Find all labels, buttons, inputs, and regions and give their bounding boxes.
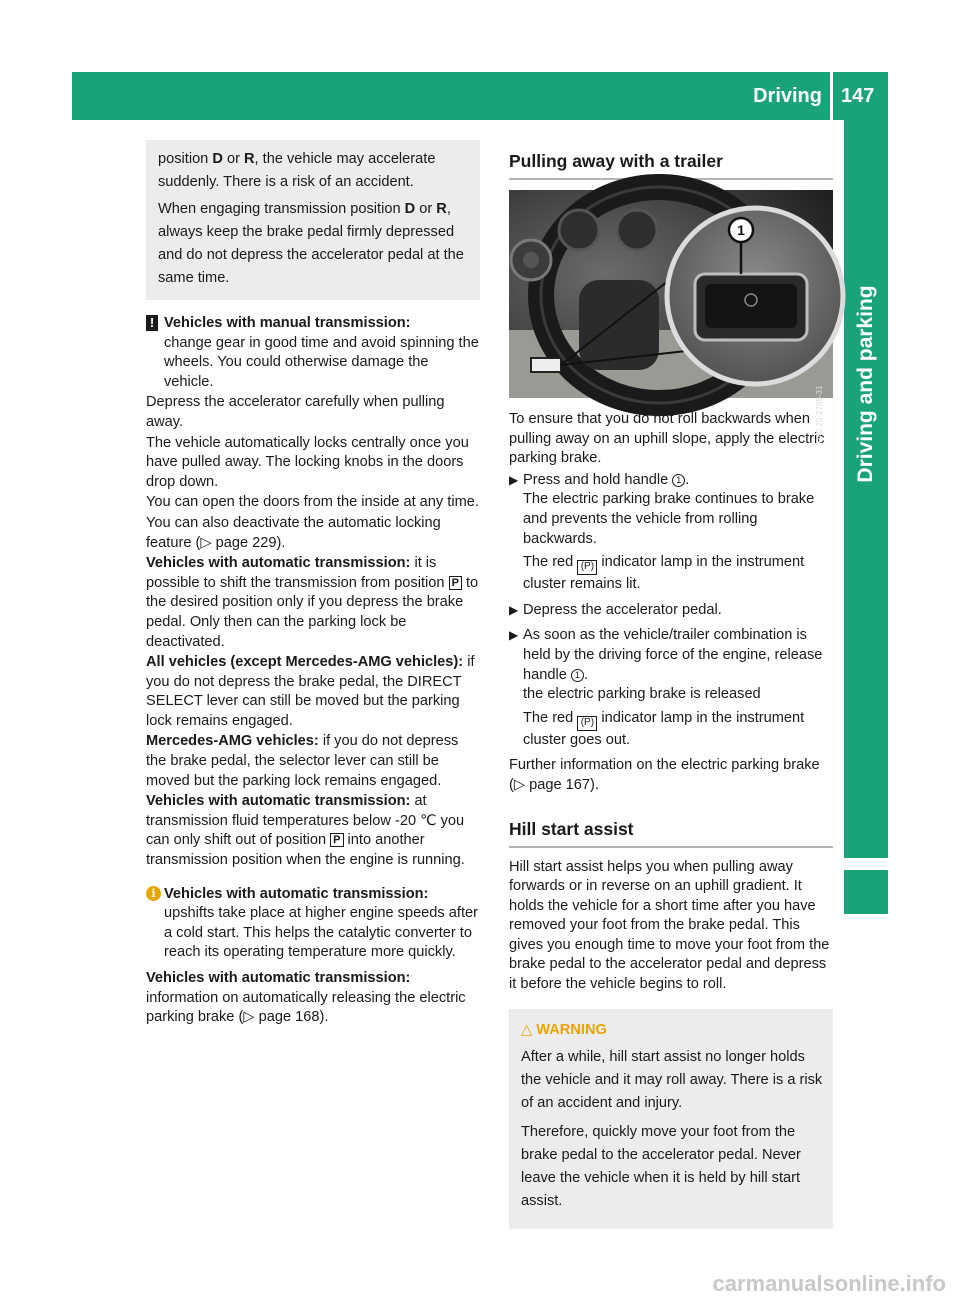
- paragraph: Depress the accelerator carefully when pulling away.: [146, 394, 445, 430]
- caution-note: [146, 314, 480, 392]
- section-title: Driving: [753, 85, 822, 107]
- arrow-bullet-icon: ▶: [509, 602, 519, 617]
- warning-triangle-icon: △: [521, 1021, 533, 1038]
- box-paragraph: When engaging transmission position D or R, always keep the brake pedal firmly depressed and do not depress the accelerator pedal at the same time.: [158, 201, 464, 286]
- note-text: change gear in good time and avoid spinning the wheels. You could otherwise damage the vehicle.: [164, 334, 479, 390]
- right-column: [509, 150, 833, 1229]
- instruction-step: ▶ Press and hold handle 1 . The electric parking brake continues to brake and prevents the vehicle from rolling backwards. The red (P) indicator lamp in the instrument cluster remains lit.: [509, 471, 815, 593]
- paragraph: To ensure that you do not roll backwards when pulling away on an uphill slope, apply the electric parking brake.: [509, 411, 825, 467]
- side-marker: [844, 870, 888, 914]
- paragraph: Mercedes-AMG vehicles: if you do not depress the brake pedal, the selector lever can still be moved but the parking lock remains engaged.: [146, 733, 459, 789]
- warning-title: △ WARNING: [521, 1021, 607, 1038]
- paragraph: Hill start assist helps you when pulling away forwards or in reverse on an uphill gradient. It holds the vehicle for a short time after you have removed your foot from the brake pedal. This gives you enough time to move your foot from the brake pedal to the accelerator pedal and depress it before the vehicle begins to roll.: [509, 858, 830, 993]
- parking-brake-lamp-icon: (P): [577, 560, 597, 575]
- paragraph: All vehicles (except Mercedes-AMG vehicles): if you do not depress the brake pedal, the DIRECT SELECT lever can still be moved but the parking lock remains engaged.: [146, 654, 475, 729]
- instruction-step: ▶ Depress the accelerator pedal.: [509, 601, 833, 621]
- note-title: Vehicles with manual transmission:: [164, 315, 411, 331]
- cockpit-illustration: [509, 190, 833, 398]
- box-paragraph: position D or R, the vehicle may accelerate suddenly. There is a risk of an accident.: [158, 151, 436, 190]
- paragraph: Further information on the electric parking brake (▷ page 167).: [509, 757, 820, 793]
- park-position-symbol: P: [449, 576, 462, 590]
- figure-code: P42.20-2735-31: [814, 386, 824, 444]
- warning-text: Therefore, quickly move your foot from the brake pedal to the accelerator pedal. Never leave the vehicle when it is held by hill start assist.: [521, 1123, 801, 1209]
- warning-box: [509, 1009, 833, 1229]
- instruction-step: ▶ As soon as the vehicle/trailer combination is held by the driving force of the engine, release handle 1 . the electric parking brake is released The red (P) indicator lamp in the instrument cluster goes out.: [509, 627, 823, 748]
- page-reference[interactable]: ▷ page 229).: [200, 534, 286, 551]
- info-note: [146, 885, 480, 963]
- paragraph: The vehicle automatically locks centrally once you have pulled away. The locking knobs in the doors drop down.: [146, 434, 469, 490]
- callout-number: 1: [672, 474, 685, 487]
- section-heading: Hill start assist: [509, 818, 833, 848]
- callout-number: 1: [571, 669, 584, 682]
- warning-text: After a while, hill start assist no longer holds the vehicle and it may roll away. There is a risk of an accident and injury.: [521, 1048, 823, 1111]
- exclamation-icon: !: [146, 315, 158, 331]
- arrow-bullet-icon: ▶: [509, 628, 519, 643]
- side-tab: [844, 120, 888, 858]
- callout-number: 1: [737, 222, 745, 238]
- arrow-bullet-icon: ▶: [509, 472, 519, 487]
- section-heading: Pulling away with a trailer: [509, 150, 833, 180]
- side-tab-label: Driving and parking: [854, 285, 878, 483]
- paragraph: You can also deactivate the automatic locking feature (▷ page 229).: [146, 514, 441, 551]
- note-text: upshifts take place at higher engine speeds after a cold start. This helps the catalytic converter to reach its operating temperature more quickly.: [164, 905, 478, 961]
- warning-continued-box: [146, 140, 480, 300]
- page-number: 147: [841, 85, 875, 107]
- paragraph: Vehicles with automatic transmission: information on automatically releasing the electric parking brake (▷ page 168).: [146, 970, 466, 1026]
- left-column: [146, 140, 480, 1028]
- header-separator: [830, 72, 833, 120]
- watermark: carmanualsonline.info: [712, 1271, 946, 1297]
- info-icon: i: [146, 886, 161, 901]
- park-position-symbol: P: [330, 833, 343, 847]
- paragraph: Vehicles with automatic transmission: at transmission fluid temperatures below -20 ℃ you can only shift out of position P into another transmission position when the engine is running.: [146, 793, 465, 869]
- parking-brake-lamp-icon: (P): [577, 716, 597, 731]
- paragraph: You can open the doors from the inside at any time.: [146, 494, 479, 511]
- paragraph: Vehicles with automatic transmission: it is possible to shift the transmission from position P to the desired position only if you depress the brake pedal. Only then can the parking lock be deactivated.: [146, 555, 479, 650]
- note-title: Vehicles with automatic transmission:: [164, 885, 429, 902]
